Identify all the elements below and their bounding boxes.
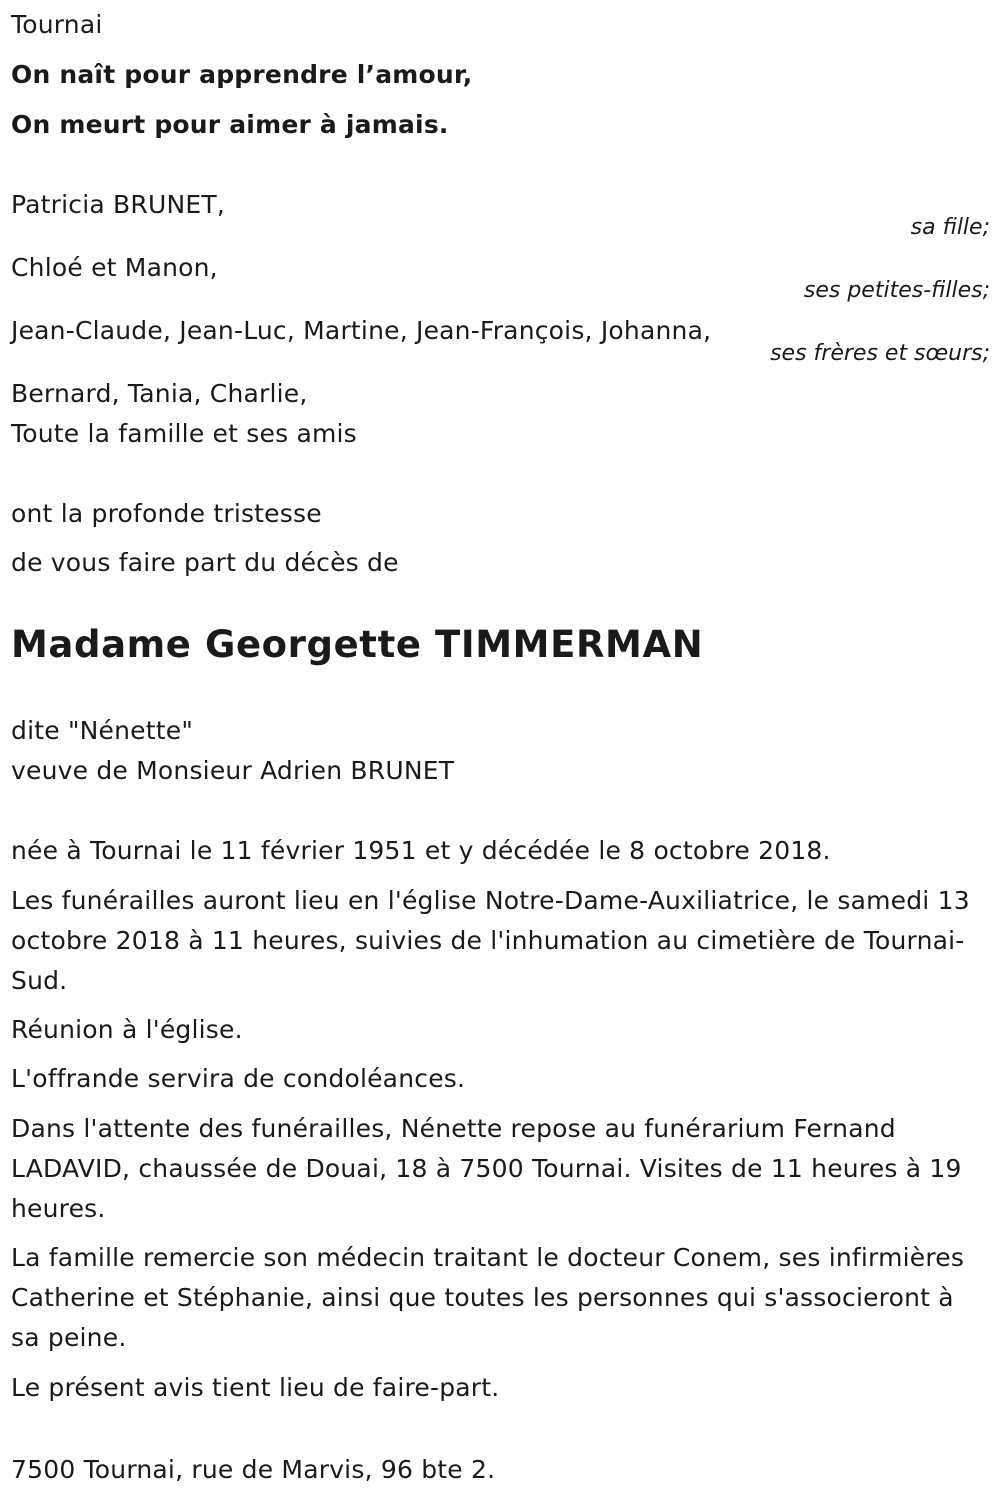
family-role-3: ses frères et sœurs;: [770, 341, 990, 366]
deceased-nickname: dite "Nénette": [11, 716, 194, 745]
address-line: 7500 Tournai, rue de Marvis, 96 bte 2.: [11, 1455, 496, 1484]
funeral-paragraph: Les funérailles auront lieu en l'église Notre-Dame-Auxiliatrice, le samedi 13 octobre 2018 à 11 heures, suivies de l'inhumation au cimetière de Tournai-Sud.: [11, 886, 970, 995]
family-member-2: Chloé et Manon,: [11, 253, 218, 282]
family-role-2: ses petites-filles;: [803, 278, 990, 303]
family-member-5: Toute la famille et ses amis: [11, 419, 357, 448]
notice-paragraph: Le présent avis tient lieu de faire-part.: [11, 1373, 500, 1402]
birth-death-paragraph: née à Tournai le 11 février 1951 et y décédée le 8 octobre 2018.: [11, 836, 831, 865]
verse-line-1: On naît pour apprendre l’amour,: [11, 60, 473, 89]
family-member-4: Bernard, Tania, Charlie,: [11, 379, 308, 408]
thanks-paragraph: La famille remercie son médecin traitant le docteur Conem, ses infirmières Catherine et Stéphanie, ainsi que toutes les personnes qui s'associeront à sa peine.: [11, 1243, 965, 1352]
announcement-line-2: de vous faire part du décès de: [11, 548, 399, 577]
deceased-name: Madame Georgette TIMMERMAN: [11, 623, 704, 666]
city-label: Tournai: [11, 10, 103, 39]
offering-paragraph: L'offrande servira de condoléances.: [11, 1064, 466, 1093]
family-member-3: Jean-Claude, Jean-Luc, Martine, Jean-François, Johanna,: [11, 316, 712, 345]
meeting-paragraph: Réunion à l'église.: [11, 1015, 243, 1044]
family-role-1: sa fille;: [910, 215, 990, 240]
announcement-line-1: ont la profonde tristesse: [11, 499, 322, 528]
funerarium-paragraph: Dans l'attente des funérailles, Nénette repose au funérarium Fernand LADAVID, chaussée de Douai, 18 à 7500 Tournai. Visites de 11 heures à 19 heures.: [11, 1114, 962, 1223]
deceased-widow-of: veuve de Monsieur Adrien BRUNET: [11, 756, 455, 785]
family-member-1: Patricia BRUNET,: [11, 190, 225, 219]
verse-line-2: On meurt pour aimer à jamais.: [11, 110, 449, 139]
